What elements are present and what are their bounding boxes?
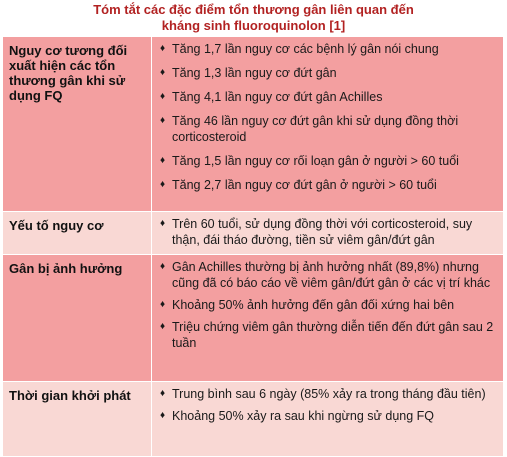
list-item: ♦ Trung bình sau 6 ngày (85% xảy ra trong tháng đầu tiên): [160, 387, 486, 401]
list-item: ♦ Khoảng 50% xảy ra sau khi ngừng sử dụng FQ: [160, 409, 435, 423]
diamond-bullet-icon: ♦: [160, 67, 166, 78]
diamond-bullet-icon: ♦: [160, 115, 166, 126]
row-content: [152, 382, 504, 457]
list-item: ♦ Trên 60 tuổi, sử dụng đồng thời với corticosteroid, suy thận, đái tháo đường, tiền sử viêm gân/đứt gân: [160, 217, 473, 247]
summary-table: [2, 36, 504, 457]
list-item: ♦ Triệu chứng viêm gân thường diễn tiến đến đứt gân sau 2 tuần: [160, 320, 494, 350]
list-item: ♦ Tăng 1,7 lần nguy cơ các bệnh lý gân nói chung: [160, 42, 439, 56]
list-item: ♦ Tăng 2,7 lần nguy cơ đứt gân ở người > 60 tuổi: [160, 178, 437, 192]
bullet-list: [160, 216, 497, 248]
row-content: [152, 37, 504, 212]
list-item: ♦ Tăng 4,1 lần nguy cơ đứt gân Achilles: [160, 90, 383, 104]
list-item: ♦ Tăng 46 lần nguy cơ đứt gân khi sử dụng đồng thời corticosteroid: [160, 114, 459, 144]
diamond-bullet-icon: ♦: [160, 410, 166, 421]
table-row-onset-time: [3, 382, 504, 457]
diamond-bullet-icon: ♦: [160, 321, 166, 332]
diamond-bullet-icon: ♦: [160, 179, 166, 190]
diamond-bullet-icon: ♦: [160, 91, 166, 102]
list-item: ♦ Gân Achilles thường bị ảnh hưởng nhất (89,8%) nhưng cũng đã có báo cáo về viêm gân/đứt gân ở các vị trí khác: [160, 260, 491, 290]
diamond-bullet-icon: ♦: [160, 261, 166, 272]
table-row-risk-factors: [3, 212, 504, 255]
bullet-list: [160, 259, 497, 351]
title-line-1: Tóm tắt các đặc điểm tổn thương gân liên quan đến: [93, 2, 414, 17]
list-item: ♦ Tăng 1,3 lần nguy cơ đứt gân: [160, 66, 337, 80]
table-row-affected-tendons: [3, 255, 504, 382]
diamond-bullet-icon: ♦: [160, 388, 166, 399]
row-label: Gân bị ảnh hưởng: [3, 255, 152, 382]
row-label: Thời gian khởi phát: [3, 382, 152, 457]
row-content: [152, 255, 504, 382]
diamond-bullet-icon: ♦: [160, 218, 166, 229]
diamond-bullet-icon: ♦: [160, 299, 166, 310]
bullet-list: [160, 41, 497, 193]
row-label: Nguy cơ tương đối xuất hiện các tổn thương gân khi sử dụng FQ: [3, 37, 152, 212]
bullet-list: [160, 386, 497, 424]
row-label: Yếu tố nguy cơ: [3, 212, 152, 255]
list-item: ♦ Khoảng 50% ảnh hưởng đến gân đối xứng hai bên: [160, 298, 455, 312]
row-content: [152, 212, 504, 255]
diamond-bullet-icon: ♦: [160, 43, 166, 54]
table-row-relative-risk: [3, 37, 504, 212]
list-item: ♦ Tăng 1,5 lần nguy cơ rối loạn gân ở người > 60 tuổi: [160, 154, 459, 168]
title-line-2: kháng sinh fluoroquinolon [1]: [161, 18, 346, 33]
diamond-bullet-icon: ♦: [160, 155, 166, 166]
table-title: [0, 2, 507, 34]
